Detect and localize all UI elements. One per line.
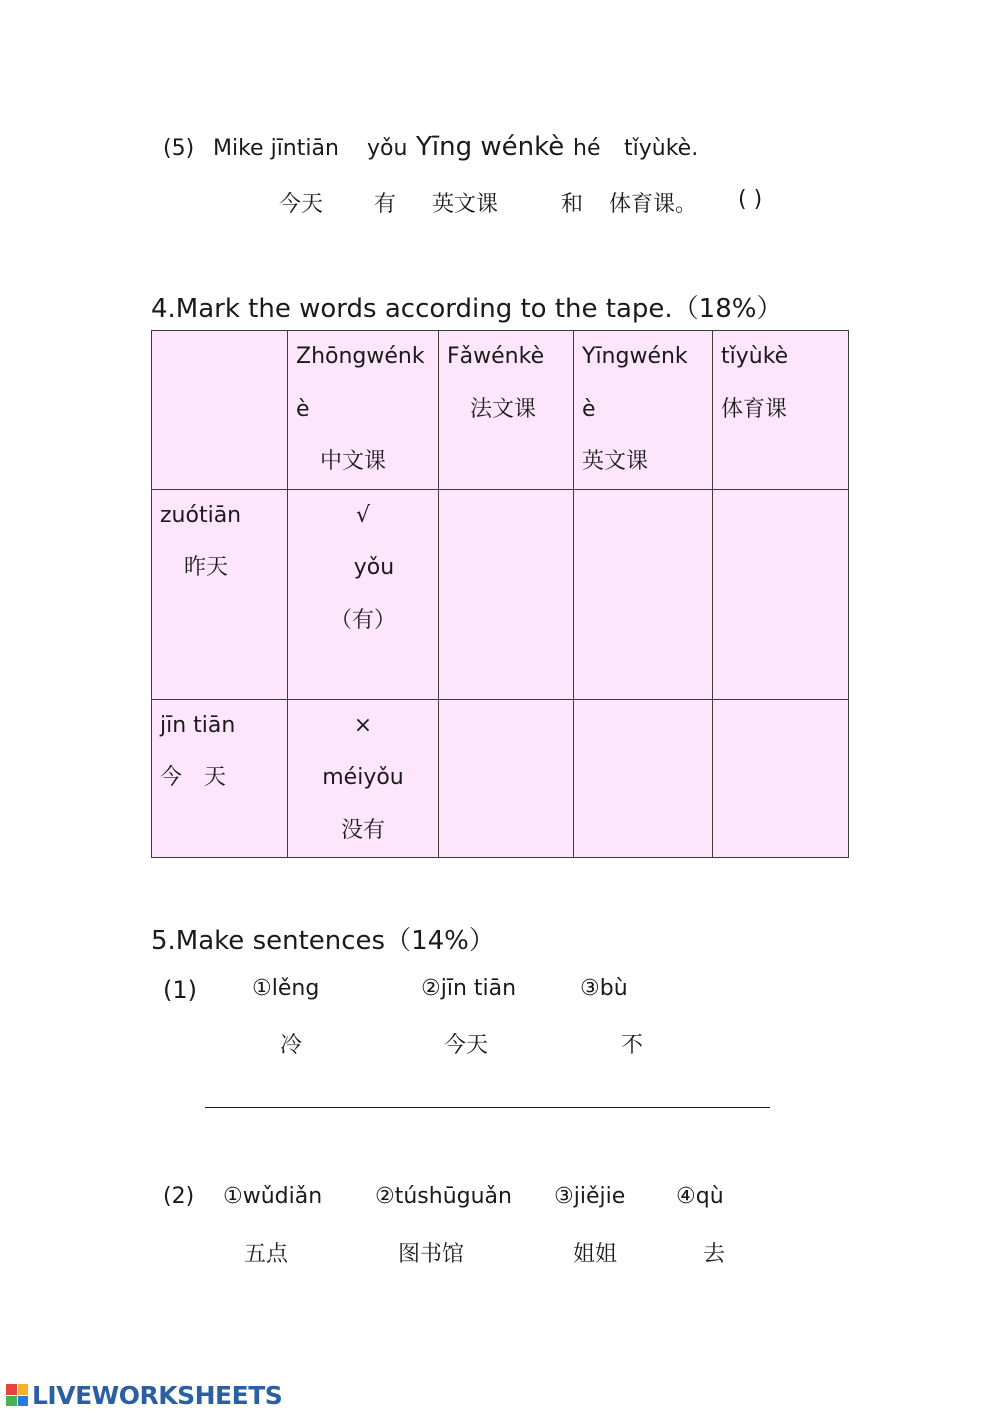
item1-number: (1) [163,976,197,1004]
liveworksheets-logo [6,1381,282,1409]
row-label-hanzi: 今 天 [160,765,227,790]
example-cell-check [288,489,439,699]
section5-title: 5.Make sentences（14%） [151,926,495,956]
header-cell-fawenke [439,331,574,490]
table-row-jintian [152,699,849,858]
example-pinyin-you: yǒu [353,555,395,580]
q5-hanzi-you: 有 [374,192,397,217]
section4-title: 4.Mark the words according to the tape.（18%） [151,294,783,324]
item2-word1-hanzi: 五点 [244,1242,289,1267]
q5-hanzi-tiyuke: 体育课。 [609,192,698,217]
item1-word1-hanzi: 冷 [280,1033,303,1058]
row-label-hanzi: 昨天 [184,555,229,580]
row-label-zuotian [152,489,288,699]
q5-pinyin-you: yǒu [367,136,408,161]
header-pinyin-cont: è [296,396,310,422]
header-hanzi: 英文课 [582,449,649,474]
header-pinyin: Yīngwénk [582,344,688,369]
row-label-jintian [152,699,288,858]
header-hanzi: 法文课 [470,396,537,422]
q5-hanzi-jintian: 今天 [279,192,324,217]
header-pinyin: Zhōngwénk [296,344,425,369]
item2-word3-pinyin: ③jiějie [554,1184,626,1209]
q5-number: (5) [163,136,195,161]
item1-answer-line[interactable] [205,1107,770,1108]
q5-pinyin-mike-jintian: Mike jīntiān [213,136,339,161]
header-hanzi: 体育课 [721,396,788,422]
row-label-pinyin: zuótiān [160,502,242,528]
item2-word1-pinyin: ①wǔdiǎn [223,1184,323,1209]
item2-word2-pinyin: ②túshūguǎn [375,1184,512,1209]
answer-cell-zuotian-tiyuke[interactable] [713,489,849,699]
item1-word2-hanzi: 今天 [444,1033,489,1058]
item1-word1-pinyin: ①lěng [252,976,320,1001]
answer-cell-zuotian-yingwenke[interactable] [574,489,713,699]
example-hanzi-you: （有） [329,607,396,633]
item1-word3-pinyin: ③bù [580,976,628,1001]
item2-word3-hanzi: 姐姐 [573,1242,618,1267]
answer-cell-zuotian-fawenke[interactable] [439,489,574,699]
answer-cell-jintian-fawenke[interactable] [439,699,574,858]
example-pinyin-meiyou: méiyǒu [322,765,404,790]
q5-pinyin-tiyuke: tǐyùkè. [624,136,699,161]
q5-hanzi-yingwenke: 英文课 [432,192,499,217]
q5-hanzi-he: 和 [561,192,584,217]
q5-pinyin-he: hé [573,136,601,161]
header-pinyin-cont: è [582,396,596,422]
item2-word4-hanzi: 去 [703,1242,726,1267]
cross-mark: × [353,712,373,738]
item2-word4-pinyin: ④qù [676,1184,724,1209]
example-hanzi-meiyou: 没有 [340,817,385,843]
logo-text: LIVEWORKSHEETS [32,1380,283,1410]
header-cell-tiyuke [713,331,849,490]
item2-number: (2) [163,1184,195,1209]
item1-word3-hanzi: 不 [621,1033,644,1058]
table-corner-cell [152,331,288,490]
item2-word2-hanzi: 图书馆 [398,1242,465,1267]
table-header-row [152,331,849,490]
header-cell-zhongwenke [288,331,439,490]
logo-cubes-icon [6,1384,28,1406]
item1-word2-pinyin: ②jīn tiān [421,976,517,1001]
q5-answer-blank[interactable]: ( ) [738,187,763,212]
check-mark: √ [355,502,371,528]
answer-cell-jintian-yingwenke[interactable] [574,699,713,858]
answer-cell-jintian-tiyuke[interactable] [713,699,849,858]
header-pinyin: tǐyùkè [721,344,789,369]
q5-pinyin-ying-wenke: Yīng wénkè [416,132,565,162]
header-hanzi: 中文课 [320,449,387,474]
example-cell-cross [288,699,439,858]
header-cell-yingwenke [574,331,713,490]
header-pinyin: Fǎwénkè [447,344,545,369]
mark-words-table [151,330,849,858]
row-label-pinyin: jīn tiān [160,712,236,738]
table-row-zuotian [152,489,849,699]
